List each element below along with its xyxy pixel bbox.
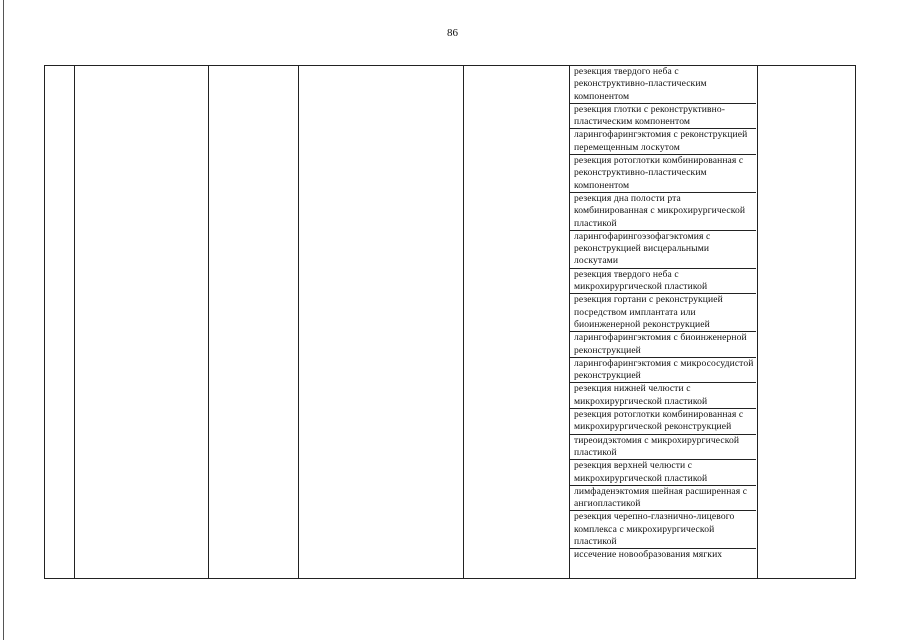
table-row: резекция верхней челюсти с микрохирургической пластикой bbox=[570, 460, 756, 486]
table-row: резекция твердого неба с реконструктивно-пластическим компонентом bbox=[570, 66, 756, 104]
table-row: иссечение новообразования мягких bbox=[574, 549, 723, 561]
table-row: резекция ротоглотки комбинированная с микрохирургической реконструкцией bbox=[570, 409, 756, 435]
table-row: резекция твердого неба с микрохирургической пластикой bbox=[570, 269, 756, 295]
table-row: ларингофарингэктомия с биоинженерной реконструкцией bbox=[570, 332, 756, 358]
table-column-border bbox=[44, 65, 45, 578]
page-number: 86 bbox=[447, 27, 458, 39]
treatment-methods-list bbox=[570, 66, 756, 560]
table-column-border bbox=[298, 65, 299, 578]
table-column-border bbox=[855, 65, 856, 578]
table-row: ларингофарингэктомия с реконструкцией перемещенным лоскутом bbox=[570, 129, 756, 155]
table-row: лимфаденэктомия шейная расширенная с ангиопластикой bbox=[570, 486, 756, 512]
table-column-border bbox=[74, 65, 75, 578]
table-column-border bbox=[208, 65, 209, 578]
table-row: резекция глотки с реконструктивно-пластическим компонентом bbox=[570, 104, 756, 130]
table-row: тиреоидэктомия с микрохирургической пластикой bbox=[570, 435, 756, 461]
table-row: резекция гортани с реконструкцией посредством имплантата или биоинженерной реконструкцией bbox=[570, 294, 756, 332]
table-row: ларингофарингоэзофагэктомия с реконструкцией висцеральными лоскутами bbox=[570, 231, 756, 269]
table-column-border bbox=[757, 65, 758, 578]
table-bottom-border bbox=[44, 578, 856, 579]
table-row: резекция ротоглотки комбинированная с реконструктивно-пластическим компонентом bbox=[570, 155, 756, 193]
table-row: резекция дна полости рта комбинированная с микрохирургической пластикой bbox=[570, 193, 756, 231]
table-row: ларингофарингэктомия с микрососудистой реконструкцией bbox=[570, 358, 756, 384]
table-row: резекция нижней челюсти с микрохирургической пластикой bbox=[570, 383, 756, 409]
table-row: резекция черепно-глазнично-лицевого комплекса с микрохирургической пластикой bbox=[570, 511, 756, 549]
table-column-border bbox=[463, 65, 464, 578]
page-left-edge bbox=[3, 0, 4, 640]
